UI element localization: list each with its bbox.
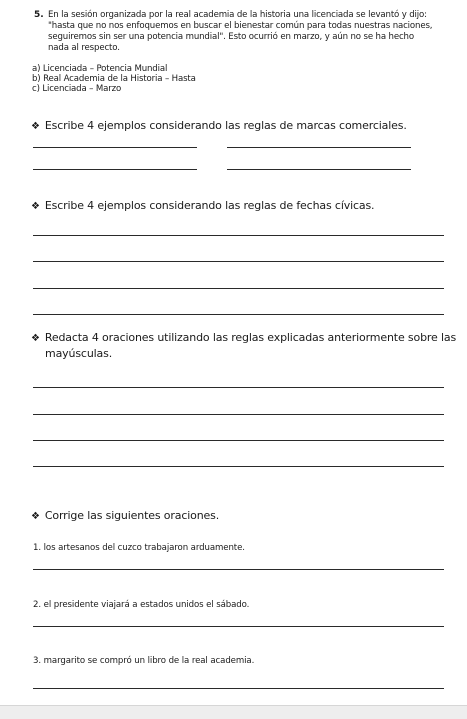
answer-line[interactable] — [33, 147, 197, 148]
question-line-1: En la sesión organizada por la real academia de la historia una licenciada se levantó y dijo: — [48, 10, 427, 20]
option-c: c) Licenciada – Marzo — [32, 84, 122, 94]
answer-line[interactable] — [33, 414, 444, 415]
section-mayusculas-text-2: mayúsculas. — [45, 347, 113, 360]
question-line-3: seguiremos sin ser una potencia mundial". Esto ocurrió en marzo, y aún no se ha hecho — [48, 32, 414, 42]
question-line-4: nada al respecto. — [48, 43, 120, 53]
sentence-3: 3. margarito se compró un libro de la real academia. — [33, 656, 255, 666]
answer-line[interactable] — [33, 466, 444, 467]
diamond-bullet-icon: ❖ — [31, 201, 40, 212]
diamond-bullet-icon: ❖ — [31, 511, 40, 522]
section-corrige-text: Corrige las siguientes oraciones. — [44, 509, 220, 522]
answer-line[interactable] — [33, 314, 444, 315]
viewer-bottom-bar — [0, 705, 467, 719]
section-marcas-heading — [31, 119, 407, 132]
section-mayusculas-heading — [31, 331, 456, 344]
section-corrige-heading — [31, 509, 219, 522]
answer-line[interactable] — [33, 387, 444, 388]
answer-line[interactable] — [33, 261, 444, 262]
section-fechas-text: Escribe 4 ejemplos considerando las reglas de fechas cívicas. — [44, 199, 375, 212]
answer-line[interactable] — [33, 288, 444, 289]
answer-line[interactable] — [33, 569, 444, 570]
section-fechas-heading — [31, 199, 374, 212]
diamond-bullet-icon: ❖ — [31, 333, 40, 344]
sentence-1: 1. los artesanos del cuzco trabajaron arduamente. — [33, 543, 245, 553]
option-b: b) Real Academia de la Historia – Hasta — [32, 74, 196, 84]
answer-line[interactable] — [33, 688, 444, 689]
answer-line[interactable] — [227, 147, 411, 148]
answer-line[interactable] — [33, 626, 444, 627]
answer-line[interactable] — [33, 440, 444, 441]
question-line-2: "hasta que no nos enfoquemos en buscar el bienestar común para todas nuestras naciones, — [48, 21, 433, 31]
option-a: a) Licenciada – Potencia Mundial — [32, 64, 168, 74]
diamond-bullet-icon: ❖ — [31, 121, 40, 132]
answer-line[interactable] — [33, 235, 444, 236]
answer-line[interactable] — [227, 169, 411, 170]
section-marcas-text: Escribe 4 ejemplos considerando las reglas de marcas comerciales. — [44, 119, 407, 132]
sentence-2: 2. el presidente viajará a estados unidos el sábado. — [33, 600, 250, 610]
section-mayusculas-text: Redacta 4 oraciones utilizando las reglas explicadas anteriormente sobre las — [44, 331, 457, 344]
question-number: 5. — [34, 10, 44, 20]
answer-line[interactable] — [33, 169, 197, 170]
